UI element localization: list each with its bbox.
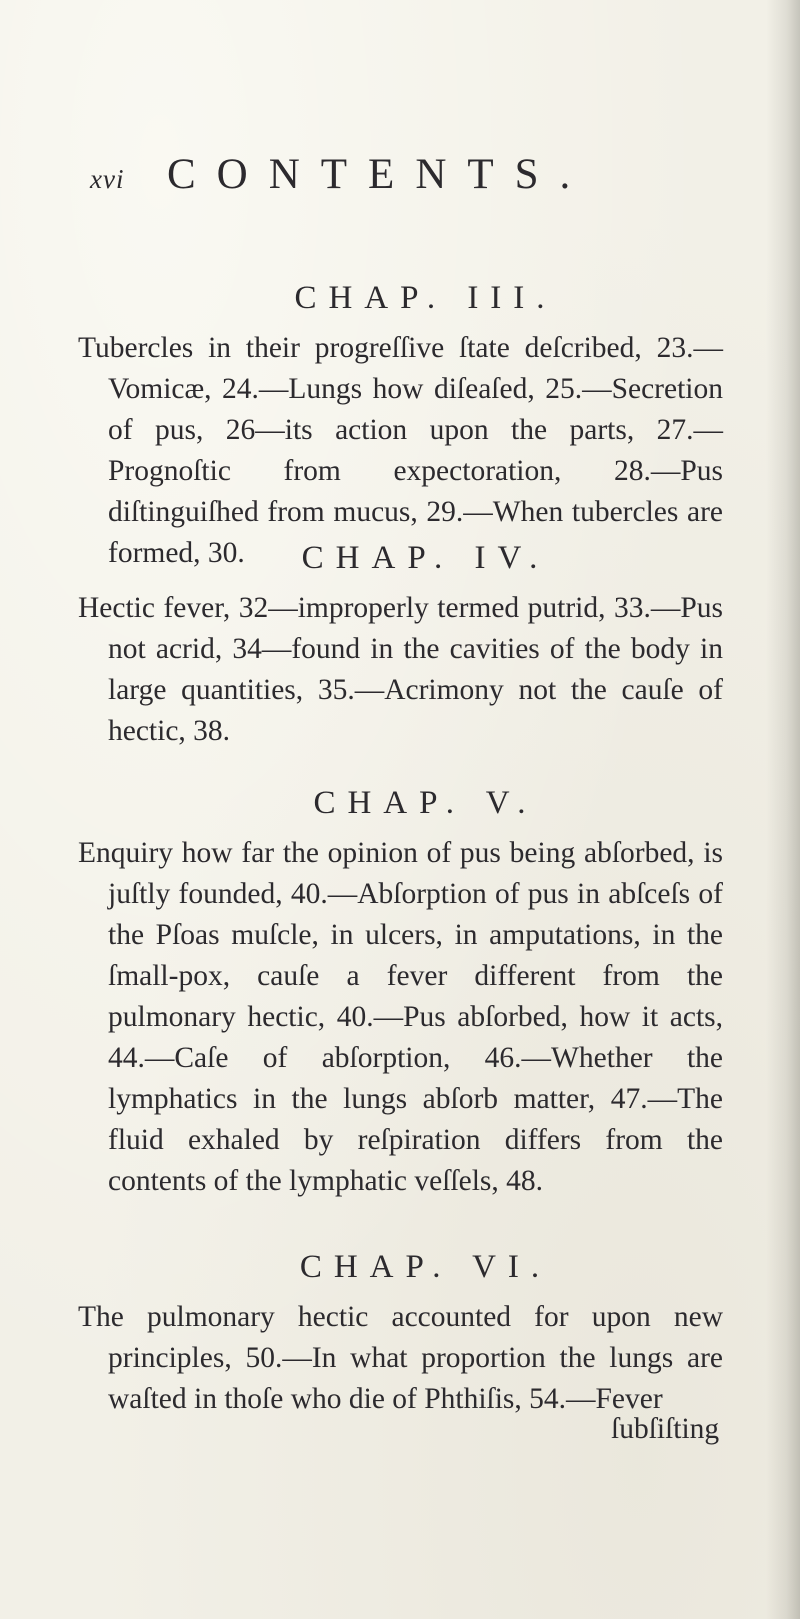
chapter-summary-text: Hectic fever, 32—improperly termed putrid, 33.—Pus not acrid, 34—found in the cavities of the body in large quantities, 35.—Acrimony not the cauſe of hectic, 38.: [78, 592, 723, 747]
chapter-3-section: [78, 278, 723, 574]
chapter-summary: [78, 833, 723, 1202]
chapter-heading: CHAP. V.: [313, 785, 538, 821]
chapter-summary: [78, 588, 723, 752]
catchword: ſubſiſting: [611, 1413, 720, 1445]
chapter-heading: CHAP. VI.: [299, 1249, 552, 1285]
chapter-summary-text: The pulmonary hectic accounted for upon new principles, 50.—In what proportion the lungs are waſted in thoſe who die of Phthiſis, 54.—Fever: [78, 1301, 723, 1415]
chapter-heading: CHAP. III.: [294, 280, 557, 316]
page-number: xvi: [90, 164, 125, 194]
chapter-summary: [78, 1297, 723, 1420]
chapter-6-section: [78, 1247, 723, 1420]
chapter-4-section: [78, 538, 723, 752]
running-title: CONTENTS.: [167, 151, 592, 198]
chapter-5-section: [78, 783, 723, 1202]
chapter-summary-text: Enquiry how far the opinion of pus being abſorbed, is juſtly founded, 40.—Abſorption of pus in abſceſs of the Pſoas muſcle, in ulcers, in amputations, in the ſmall-pox, cauſe a fever different from the pulmonary hectic, 40.—Pus abſorbed, how it acts, 44.—Caſe of abſorption, 46.—Whether the lymphatics in the lungs abſorb matter, 47.—The fluid exhaled by reſpiration differs from the contents of the lymphatic veſſels, 48.: [78, 837, 723, 1197]
running-head: [90, 150, 710, 200]
page-edge-shadow: [766, 0, 800, 1619]
chapter-summary-text: Tubercles in their progreſſive ſtate deſcribed, 23.—Vomicæ, 24.—Lungs how diſeaſed, 25.—Secretion of pus, 26—its action upon the parts, 27.—Prognoſtic from expectoration, 28.—Pus diſtinguiſhed from mucus, 29.—When tubercles are formed, 30.: [78, 332, 723, 569]
chapter-heading: CHAP. IV.: [301, 540, 550, 576]
